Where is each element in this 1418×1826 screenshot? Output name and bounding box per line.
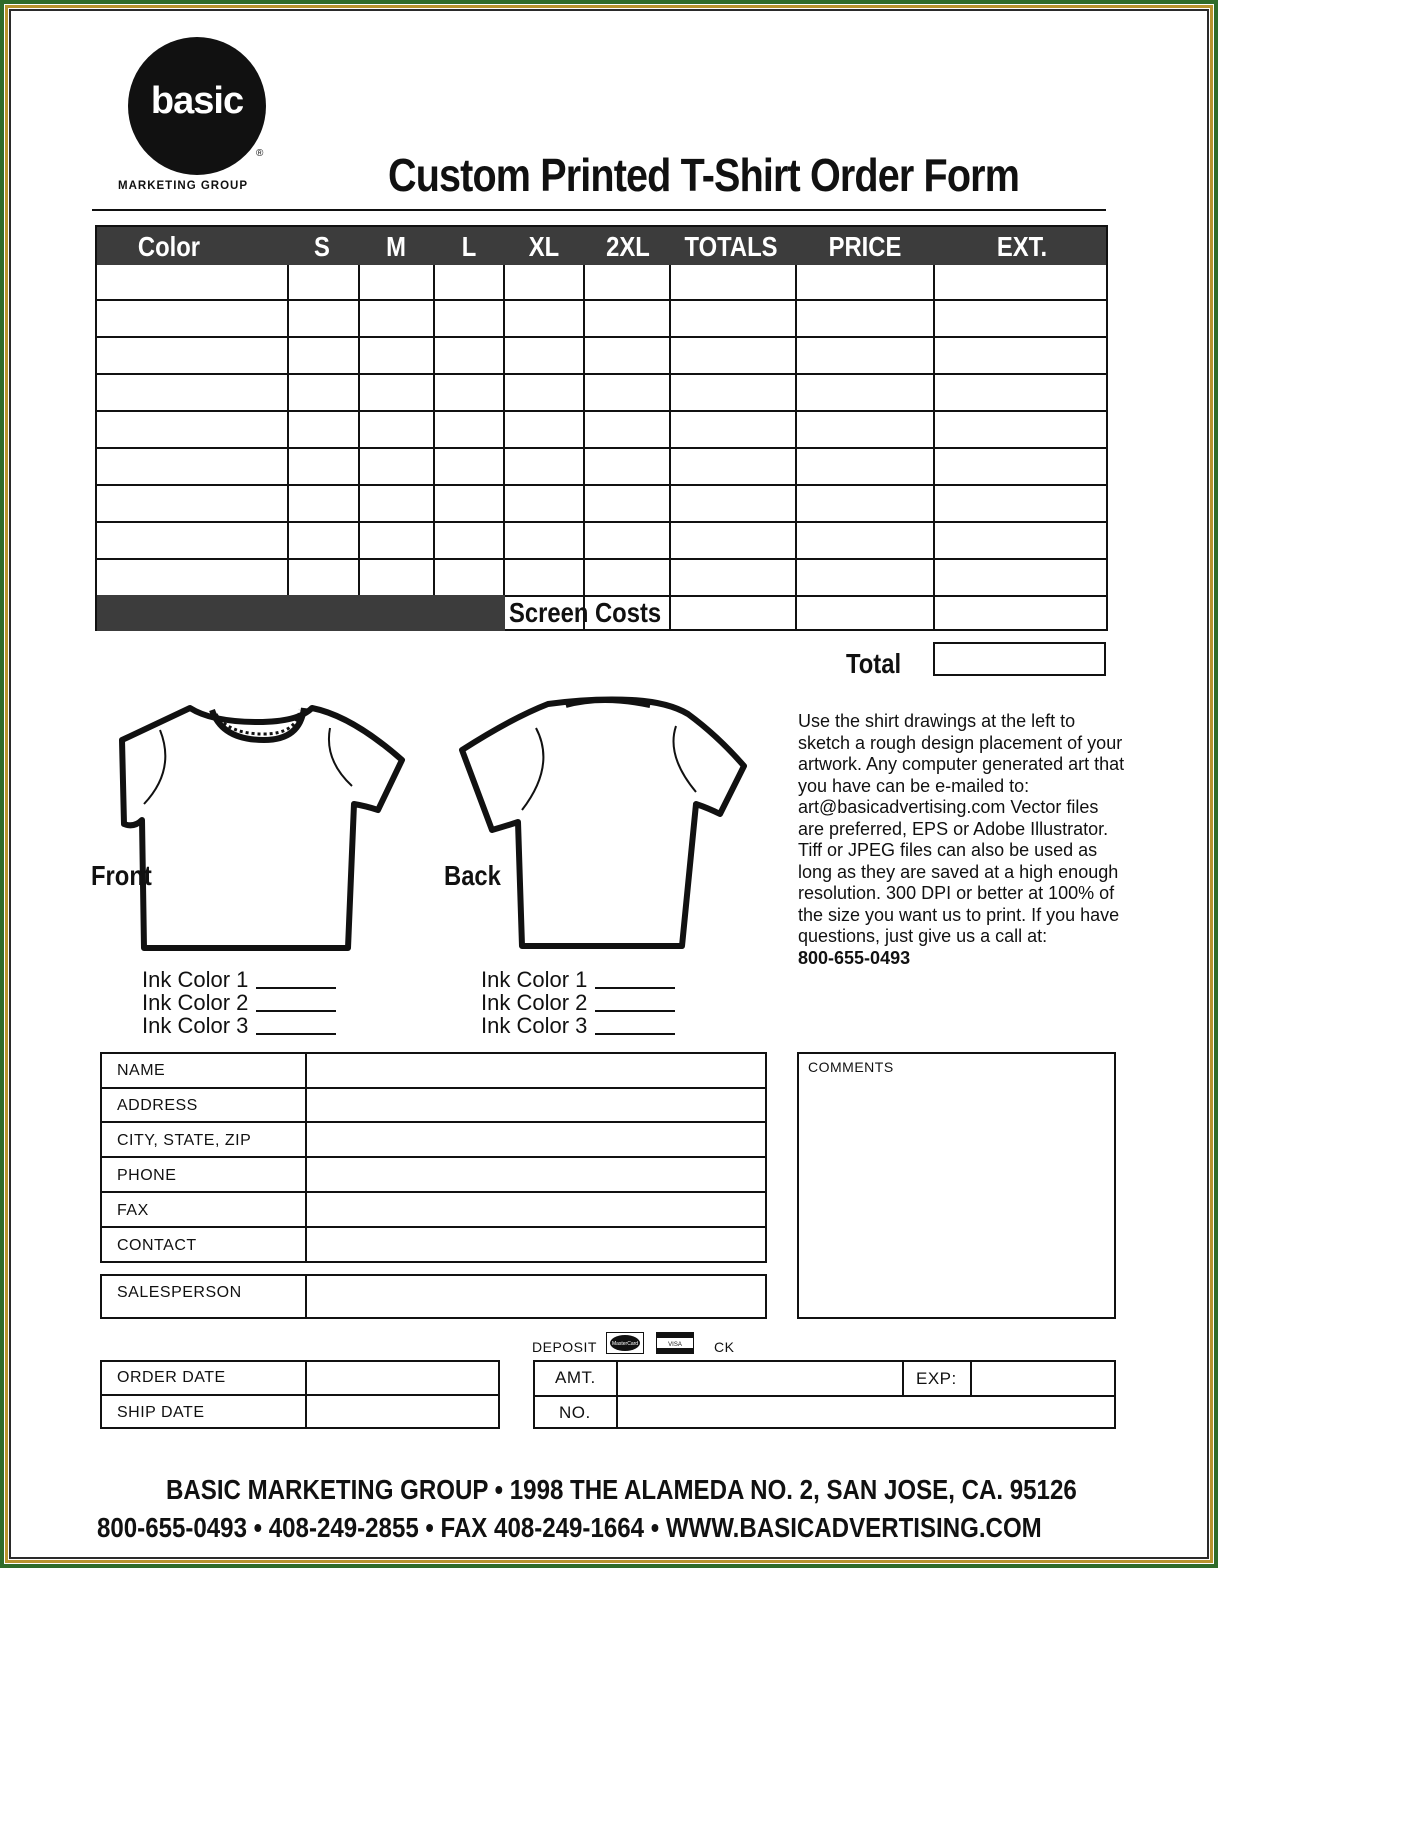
visa-icon[interactable] [656,1332,694,1354]
back-ink-color-2-label: Ink Color 2 [481,990,588,1015]
back-ink-color-3-label: Ink Color 3 [481,1013,588,1038]
front-ink-color-3-field[interactable] [256,1033,336,1035]
column-divider [503,265,505,595]
row-divider [97,447,1106,449]
deposit-label: DEPOSIT [532,1339,597,1355]
contact-label: CONTACT [117,1237,197,1254]
back-label: Back [444,860,501,891]
title-divider [92,209,1106,211]
front-ink-color-2-label: Ink Color 2 [142,990,249,1015]
front-ink-color-1-field[interactable] [256,987,336,989]
column-header-color: Color [137,231,201,262]
form-row-line [102,1156,765,1158]
form-divider [305,1276,307,1317]
salesperson-form [100,1274,767,1319]
order-table [95,225,1108,631]
screen-costs-label: Screen Costs [509,597,662,628]
amount-label: AMT. [555,1368,596,1387]
name-label: NAME [117,1062,166,1079]
instructions-phone: 800-655-0493 [798,947,911,968]
customer-info-form [100,1052,767,1263]
form-divider [616,1362,618,1427]
back-shirt-drawing[interactable] [452,696,752,952]
column-header-ext: EXT. [996,231,1048,262]
front-label: Front [91,860,152,891]
column-header-totals: TOTALS [684,231,778,262]
mastercard-text: MasterCard [611,1341,639,1347]
total-field[interactable] [933,642,1106,676]
order-date-label: ORDER DATE [117,1369,226,1386]
back-ink-color-1-label: Ink Color 1 [481,967,588,992]
front-ink-color-3-label: Ink Color 3 [142,1013,249,1038]
phone-label: PHONE [117,1167,177,1184]
back-ink-color-3-field[interactable] [595,1033,675,1035]
front-shirt-drawing[interactable] [112,700,412,952]
screen-costs-shaded-area [97,595,505,631]
card-number-label: NO. [559,1403,591,1422]
row-divider [97,373,1106,375]
order-table-header [97,227,1106,265]
footer-address: BASIC MARKETING GROUP • 1998 THE ALAMEDA NO. 2, SAN JOSE, CA. 95126 [166,1474,1077,1505]
footer-contact: 800-655-0493 • 408-249-2855 • FAX 408-249-1664 • WWW.BASICADVERTISING.COM [97,1512,1042,1543]
artwork-instructions-text: Use the shirt drawings at the left to sketch a rough design placement of your artwork. Any computer generated art that you have can be e-mailed to: art@basicadvertising.com Vector files are preferred, EPS or Adobe Illustrator. Tiff or JPEG files can also be used as long as they are saved at a high enough resolution. 300 DPI or better at 100% of the size you want us to print. If you have questions, just give us a call at: [798,711,1125,946]
row-divider [97,336,1106,338]
column-header-xl: XL [528,231,560,262]
city-state-zip-label: CITY, STATE, ZIP [117,1132,252,1149]
total-label: Total [846,648,902,679]
visa-text: VISA [668,1342,682,1348]
column-divider [358,265,360,595]
form-row-line [102,1087,765,1089]
front-ink-color-1-label: Ink Color 1 [142,967,249,992]
logo-word: basic [150,80,244,122]
comments-box[interactable] [797,1052,1116,1319]
salesperson-label: SALESPERSON [117,1284,242,1301]
column-header-2xl: 2XL [606,231,650,262]
column-header-s: S [314,231,330,262]
back-ink-color-2-field[interactable] [595,1010,675,1012]
form-row-line [102,1191,765,1193]
form-divider [970,1362,972,1396]
form-row-line [102,1226,765,1228]
row-divider [97,558,1106,560]
column-divider [287,265,289,595]
logo-registered-mark: ® [256,148,264,159]
row-divider [97,484,1106,486]
back-ink-color-1-field[interactable] [595,987,675,989]
column-header-price: PRICE [828,231,902,262]
dates-form [100,1360,500,1429]
mastercard-icon[interactable] [606,1332,644,1354]
artwork-instructions [798,711,1128,969]
column-divider [433,265,435,595]
ship-date-label: SHIP DATE [117,1404,205,1421]
row-divider [97,521,1106,523]
form-divider [902,1362,904,1396]
fax-label: FAX [117,1202,149,1219]
column-header-m: M [386,231,406,262]
comments-label: COMMENTS [808,1059,894,1075]
payment-form [533,1360,1116,1429]
row-divider [97,299,1106,301]
check-label: CK [714,1339,735,1355]
row-divider [97,410,1106,412]
page-title: Custom Printed T-Shirt Order Form [388,149,1020,201]
front-ink-color-2-field[interactable] [256,1010,336,1012]
logo-subtitle: MARKETING GROUP [118,180,248,192]
expiration-label: EXP: [916,1369,957,1388]
column-header-l: L [461,231,477,262]
form-row-line [535,1395,1114,1397]
form-row-line [102,1121,765,1123]
form-row-line [102,1394,498,1396]
address-label: ADDRESS [117,1097,198,1114]
